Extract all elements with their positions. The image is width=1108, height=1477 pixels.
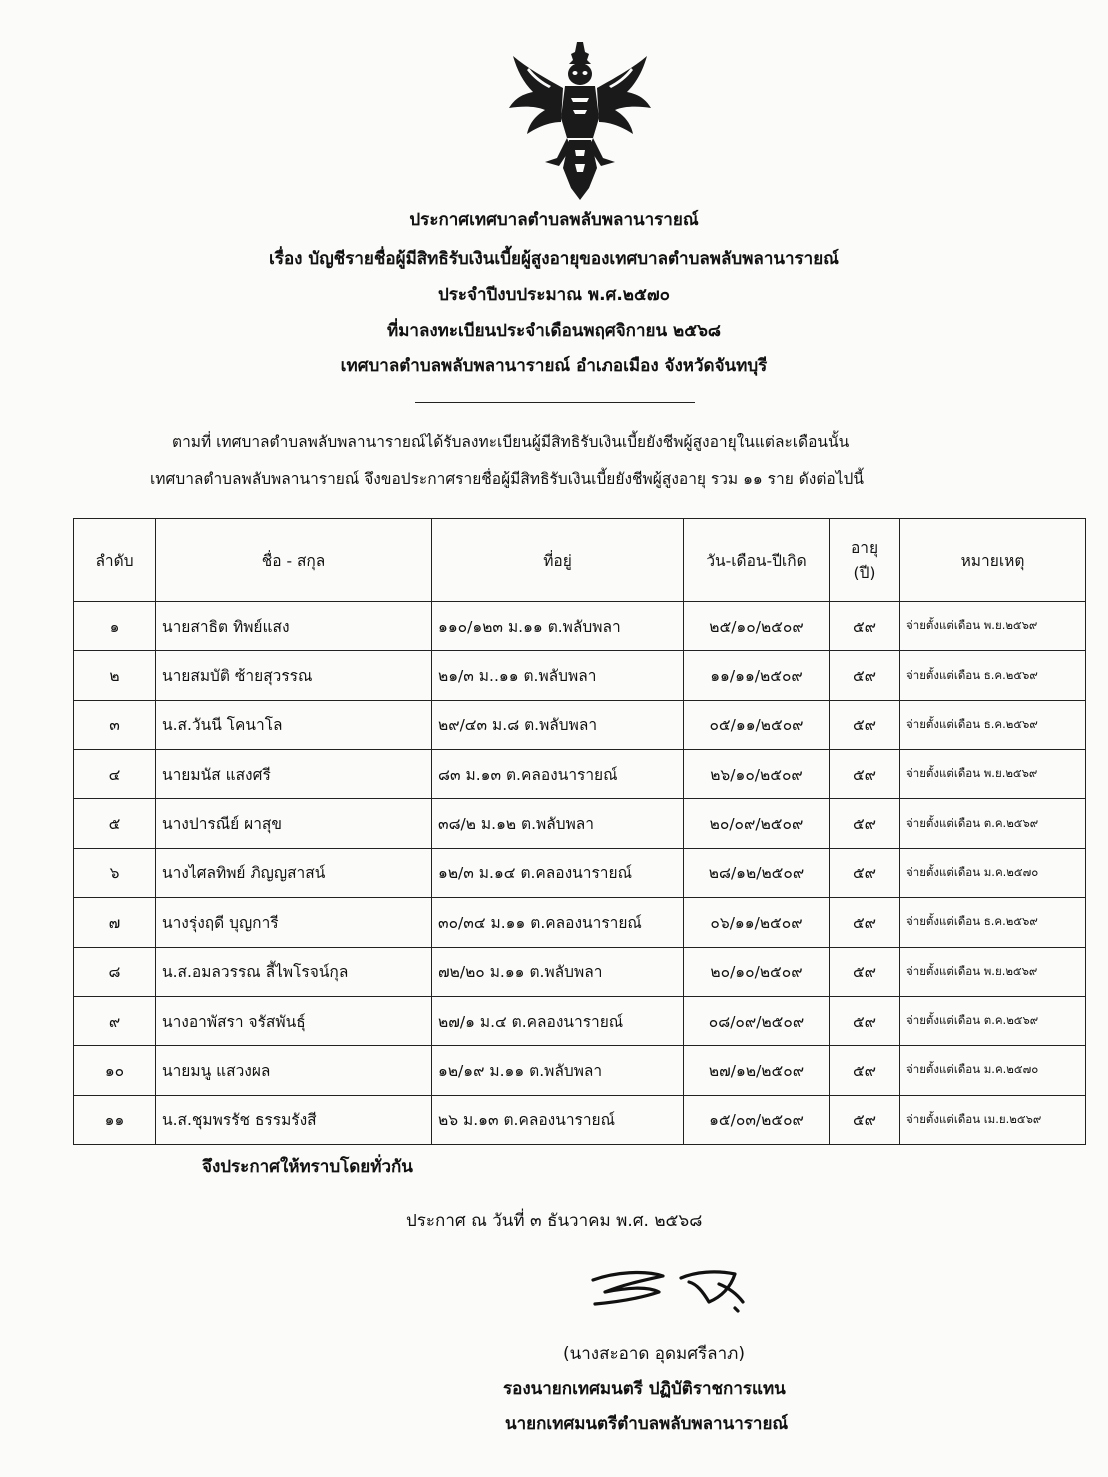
- table-row: [74, 700, 1086, 749]
- announcement-subject: เรื่อง บัญชีรายชื่อผู้มีสิทธิรับเงินเบี้ยผู้สูงอายุของเทศบาลตำบลพลับพลานารายณ์: [269, 249, 839, 269]
- row-address: ๓๐/๓๔ ม.๑๑ ต.คลองนารายณ์: [432, 898, 684, 947]
- row-no: ๒: [74, 651, 156, 700]
- header-age-top: อายุ: [850, 539, 879, 557]
- row-dob: ๒๘/๑๒/๒๕๐๙: [684, 848, 830, 897]
- row-dob: ๒๐/๑๐/๒๕๐๙: [684, 947, 830, 996]
- announcement-title: ประกาศเทศบาลตำบลพลับพลานารายณ์: [409, 210, 699, 230]
- row-address: ๑๑๐/๑๒๓ ม.๑๑ ต.พลับพลา: [432, 602, 684, 651]
- header-address: ที่อยู่: [432, 519, 684, 602]
- row-age: ๕๙: [830, 651, 900, 700]
- header-name: ชื่อ - สกุล: [156, 519, 432, 602]
- row-address: ๒๑/๓ ม..๑๑ ต.พลับพลา: [432, 651, 684, 700]
- row-dob: ๒๗/๑๒/๒๕๐๙: [684, 1046, 830, 1095]
- row-no: ๖: [74, 848, 156, 897]
- table-row: [74, 750, 1086, 799]
- row-note: จ่ายตั้งแต่เดือน ธ.ค.๒๕๖๙: [900, 700, 1086, 749]
- table-row: [74, 898, 1086, 947]
- row-dob: ๐๘/๐๙/๒๕๐๙: [684, 996, 830, 1045]
- row-no: ๑: [74, 602, 156, 651]
- row-age: ๕๙: [830, 947, 900, 996]
- row-dob: ๒๐/๐๙/๒๕๐๙: [684, 799, 830, 848]
- row-no: ๓: [74, 700, 156, 749]
- row-note: จ่ายตั้งแต่เดือน ม.ค.๒๕๗๐: [900, 1046, 1086, 1095]
- row-name: นางไศลทิพย์ ภิญญสาสน์: [156, 848, 432, 897]
- row-note: จ่ายตั้งแต่เดือน พ.ย.๒๕๖๙: [900, 750, 1086, 799]
- header-no: ลำดับ: [74, 519, 156, 602]
- row-age: ๕๙: [830, 750, 900, 799]
- row-age: ๕๙: [830, 700, 900, 749]
- row-note: จ่ายตั้งแต่เดือน ต.ค.๒๕๖๙: [900, 799, 1086, 848]
- row-note: จ่ายตั้งแต่เดือน เม.ย.๒๕๖๙: [900, 1095, 1086, 1144]
- fiscal-year-line: ประจำปีงบประมาณ พ.ศ.๒๕๗๐: [437, 285, 671, 305]
- row-address: ๗๒/๒๐ ม.๑๑ ต.พลับพลา: [432, 947, 684, 996]
- row-address: ๓๘/๒ ม.๑๒ ต.พลับพลา: [432, 799, 684, 848]
- garuda-emblem-icon: [505, 38, 655, 203]
- table-row: [74, 1046, 1086, 1095]
- municipality-line: เทศบาลตำบลพลับพลานารายณ์ อำเภอเมือง จังหวัดจันทบุรี: [340, 356, 768, 376]
- row-age: ๕๙: [830, 848, 900, 897]
- header-age: [830, 519, 900, 602]
- row-name: นายมนัส แสงศรี: [156, 750, 432, 799]
- handwritten-signature: [585, 1262, 775, 1322]
- row-name: น.ส.อมลวรรณ ลี้ไพโรจน์กุล: [156, 947, 432, 996]
- row-dob: ๐๖/๑๑/๒๕๐๙: [684, 898, 830, 947]
- row-name: นายมนู แสวงผล: [156, 1046, 432, 1095]
- row-address: ๒๖ ม.๑๓ ต.คลองนารายณ์: [432, 1095, 684, 1144]
- table-row: [74, 848, 1086, 897]
- row-no: ๘: [74, 947, 156, 996]
- table-header-row: [74, 519, 1086, 602]
- row-name: น.ส.วันนี โคนาโล: [156, 700, 432, 749]
- row-note: จ่ายตั้งแต่เดือน ม.ค.๒๕๗๐: [900, 848, 1086, 897]
- row-note: จ่ายตั้งแต่เดือน ธ.ค.๒๕๖๙: [900, 651, 1086, 700]
- row-age: ๕๙: [830, 799, 900, 848]
- row-name: น.ส.ชุมพรรัช ธรรมรังสี: [156, 1095, 432, 1144]
- row-no: ๗: [74, 898, 156, 947]
- row-age: ๕๙: [830, 996, 900, 1045]
- table-row: [74, 602, 1086, 651]
- signer-position-1: รองนายกเทศมนตรี ปฏิบัติราชการแทน: [503, 1379, 786, 1399]
- table-row: [74, 947, 1086, 996]
- row-no: ๙: [74, 996, 156, 1045]
- signer-position-2: นายกเทศมนตรีตำบลพลับพลานารายณ์: [505, 1414, 789, 1434]
- header-note: หมายเหตุ: [900, 519, 1086, 602]
- table-row: [74, 1095, 1086, 1144]
- row-name: นางอาพัสรา จรัสพันธุ์: [156, 996, 432, 1045]
- closing-statement: จึงประกาศให้ทราบโดยทั่วกัน: [202, 1157, 413, 1177]
- row-age: ๕๙: [830, 1046, 900, 1095]
- intro-line-1: ตามที่ เทศบาลตำบลพลับพลานารายณ์ได้รับลงทะเบียนผู้มีสิทธิรับเงินเบี้ยยังชีพผู้สูงอายุในแต่ละเดือนนั้น: [172, 433, 850, 451]
- row-address: ๑๒/๓ ม.๑๔ ต.คลองนารายณ์: [432, 848, 684, 897]
- row-dob: ๐๕/๑๑/๒๕๐๙: [684, 700, 830, 749]
- row-note: จ่ายตั้งแต่เดือน พ.ย.๒๕๖๙: [900, 947, 1086, 996]
- row-note: จ่ายตั้งแต่เดือน ธ.ค.๒๕๖๙: [900, 898, 1086, 947]
- table-row: [74, 996, 1086, 1045]
- row-note: จ่ายตั้งแต่เดือน ต.ค.๒๕๖๙: [900, 996, 1086, 1045]
- row-dob: ๑๑/๑๑/๒๕๐๙: [684, 651, 830, 700]
- row-name: นางรุ่งฤดี บุญการี: [156, 898, 432, 947]
- row-address: ๒๙/๔๓ ม.๘ ต.พลับพลา: [432, 700, 684, 749]
- row-dob: ๑๕/๐๓/๒๕๐๙: [684, 1095, 830, 1144]
- row-age: ๕๙: [830, 602, 900, 651]
- row-no: ๔: [74, 750, 156, 799]
- row-address: ๒๗/๑ ม.๔ ต.คลองนารายณ์: [432, 996, 684, 1045]
- row-age: ๕๙: [830, 1095, 900, 1144]
- row-note: จ่ายตั้งแต่เดือน พ.ย.๒๕๖๙: [900, 602, 1086, 651]
- header-age-bottom: (ปี): [853, 564, 876, 582]
- row-no: ๑๐: [74, 1046, 156, 1095]
- row-name: นางปารณีย์ ผาสุข: [156, 799, 432, 848]
- table-row: [74, 799, 1086, 848]
- intro-line-2: เทศบาลตำบลพลับพลานารายณ์ จึงขอประกาศรายชื่อผู้มีสิทธิรับเงินเบี้ยยังชีพผู้สูงอายุ รวม ๑๑ ราย ดังต่อไปนี้: [150, 470, 864, 488]
- row-no: ๕: [74, 799, 156, 848]
- beneficiary-table: [73, 518, 1086, 1145]
- signer-name: (นางสะอาด อุดมศรีลาภ): [563, 1344, 745, 1364]
- row-name: นายสาธิต ทิพย์แสง: [156, 602, 432, 651]
- header-dob: วัน-เดือน-ปีเกิด: [684, 519, 830, 602]
- row-age: ๕๙: [830, 898, 900, 947]
- table-row: [74, 651, 1086, 700]
- registration-month-line: ที่มาลงทะเบียนประจำเดือนพฤศจิกายน ๒๕๖๘: [386, 321, 721, 341]
- row-dob: ๒๖/๑๐/๒๕๐๙: [684, 750, 830, 799]
- row-address: ๘๓ ม.๑๓ ต.คลองนารายณ์: [432, 750, 684, 799]
- row-dob: ๒๕/๑๐/๒๕๐๙: [684, 602, 830, 651]
- header-divider: [415, 402, 695, 403]
- row-name: นายสมบัติ ซ้ายสุวรรณ: [156, 651, 432, 700]
- announcement-date: ประกาศ ณ วันที่ ๓ ธันวาคม พ.ศ. ๒๕๖๘: [406, 1211, 703, 1231]
- row-no: ๑๑: [74, 1095, 156, 1144]
- row-address: ๑๒/๑๙ ม.๑๑ ต.พลับพลา: [432, 1046, 684, 1095]
